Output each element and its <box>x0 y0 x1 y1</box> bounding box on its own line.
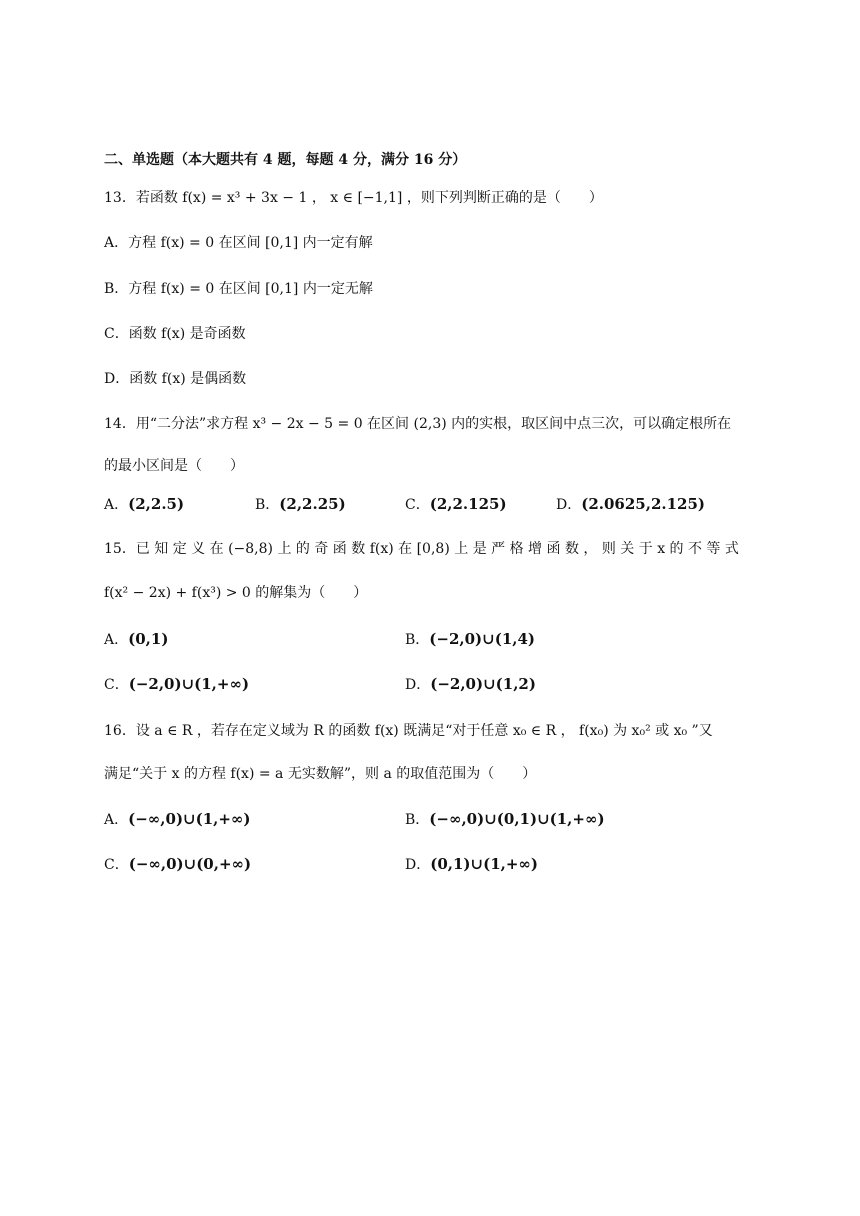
question-text: 若函数 f(x) = x³ + 3x − 1 ， x ∈ [−1,1] ，则下列判断正确的是（ ） <box>135 190 603 206</box>
question-number: 13． <box>104 190 136 206</box>
option-label: D． <box>405 857 431 873</box>
question-16-option-b[interactable] <box>405 809 605 830</box>
question-16-option-d[interactable] <box>405 854 538 875</box>
question-15-option-d[interactable] <box>405 674 536 695</box>
question-text: 用“二分法”求方程 x³ − 2x − 5 = 0 在区间 (2,3) 内的实根，取区间中点三次，可以确定根所在 <box>135 416 732 432</box>
option-label: D． <box>556 497 582 513</box>
option-label: D． <box>405 677 431 693</box>
question-14-option-a[interactable] <box>104 494 184 515</box>
option-text: (−∞,0)∪(0,+∞) <box>128 855 252 873</box>
option-label: C． <box>405 497 430 513</box>
option-text: 方程 f(x) = 0 在区间 [0,1] 内一定有解 <box>128 235 373 251</box>
option-label: B． <box>104 281 129 297</box>
option-label: A． <box>104 632 129 648</box>
option-text: (−2,0)∪(1,2) <box>430 675 536 693</box>
option-text: (0,1) <box>128 630 169 648</box>
question-13-stem <box>104 188 603 208</box>
option-label: A． <box>104 235 129 251</box>
question-number: 14． <box>104 416 136 432</box>
option-label: B． <box>255 497 280 513</box>
option-label: C． <box>104 677 129 693</box>
option-text: (−2,0)∪(1,4) <box>429 630 536 648</box>
question-15-option-b[interactable] <box>405 629 535 650</box>
question-15-stem <box>104 539 739 559</box>
question-15-stem-line2: f(x² − 2x) + f(x³) > 0 的解集为（ ） <box>104 585 368 601</box>
question-16-option-c[interactable] <box>104 854 251 875</box>
question-text: 已 知 定 义 在 (−8,8) 上 的 奇 函 数 f(x) 在 [0,8) 上 是 严 格 增 函 数 ， 则 关 于 x 的 不 等 式 <box>135 541 739 557</box>
option-text: (2,2.125) <box>429 495 507 513</box>
question-14-stem <box>104 414 731 434</box>
option-text: 方程 f(x) = 0 在区间 [0,1] 内一定无解 <box>128 281 373 297</box>
option-text: 函数 f(x) 是偶函数 <box>129 371 247 387</box>
option-label: B． <box>405 632 430 648</box>
section-heading: 二、单选题（本大题共有 4 题，每题 4 分，满分 16 分） <box>104 152 467 168</box>
option-text: (−∞,0)∪(1,+∞) <box>128 810 251 828</box>
question-14-option-d[interactable] <box>556 494 705 515</box>
option-text: (0,1)∪(1,+∞) <box>430 855 539 873</box>
option-label: C． <box>104 857 129 873</box>
option-label: B． <box>405 812 430 828</box>
option-text: 函数 f(x) 是奇函数 <box>128 326 246 342</box>
question-text: 设 a ∈ R ，若存在定义域为 R 的函数 f(x) 既满足“对于任意 x₀ ∈ R ， f(x₀) 为 x₀² 或 x₀ ”又 <box>135 723 713 739</box>
question-13-option-b[interactable] <box>104 279 373 299</box>
option-text: (−2,0)∪(1,+∞) <box>128 675 250 693</box>
question-14-stem-line2: 的最小区间是（ ） <box>104 458 244 474</box>
question-16-stem-line2: 满足“关于 x 的方程 f(x) = a 无实数解”，则 a 的取值范围为（ ） <box>104 766 537 782</box>
option-text: (2,2.5) <box>128 495 185 513</box>
option-text: (2.0625,2.125) <box>581 495 706 513</box>
question-16-option-a[interactable] <box>104 809 251 830</box>
option-text: (−∞,0)∪(0,1)∪(1,+∞) <box>429 810 605 828</box>
question-14-option-b[interactable] <box>255 494 346 515</box>
question-16-stem <box>104 721 713 741</box>
question-number: 15． <box>104 541 136 557</box>
option-label: A． <box>104 497 129 513</box>
question-number: 16． <box>104 723 136 739</box>
option-label: D． <box>104 371 130 387</box>
question-15-option-a[interactable] <box>104 629 168 650</box>
question-13-option-d[interactable] <box>104 369 246 389</box>
question-14-option-c[interactable] <box>405 494 507 515</box>
question-15-option-c[interactable] <box>104 674 249 695</box>
question-13-option-c[interactable] <box>104 324 246 344</box>
option-text: (2,2.25) <box>279 495 346 513</box>
option-label: A． <box>104 812 129 828</box>
option-label: C． <box>104 326 129 342</box>
question-13-option-a[interactable] <box>104 233 373 253</box>
